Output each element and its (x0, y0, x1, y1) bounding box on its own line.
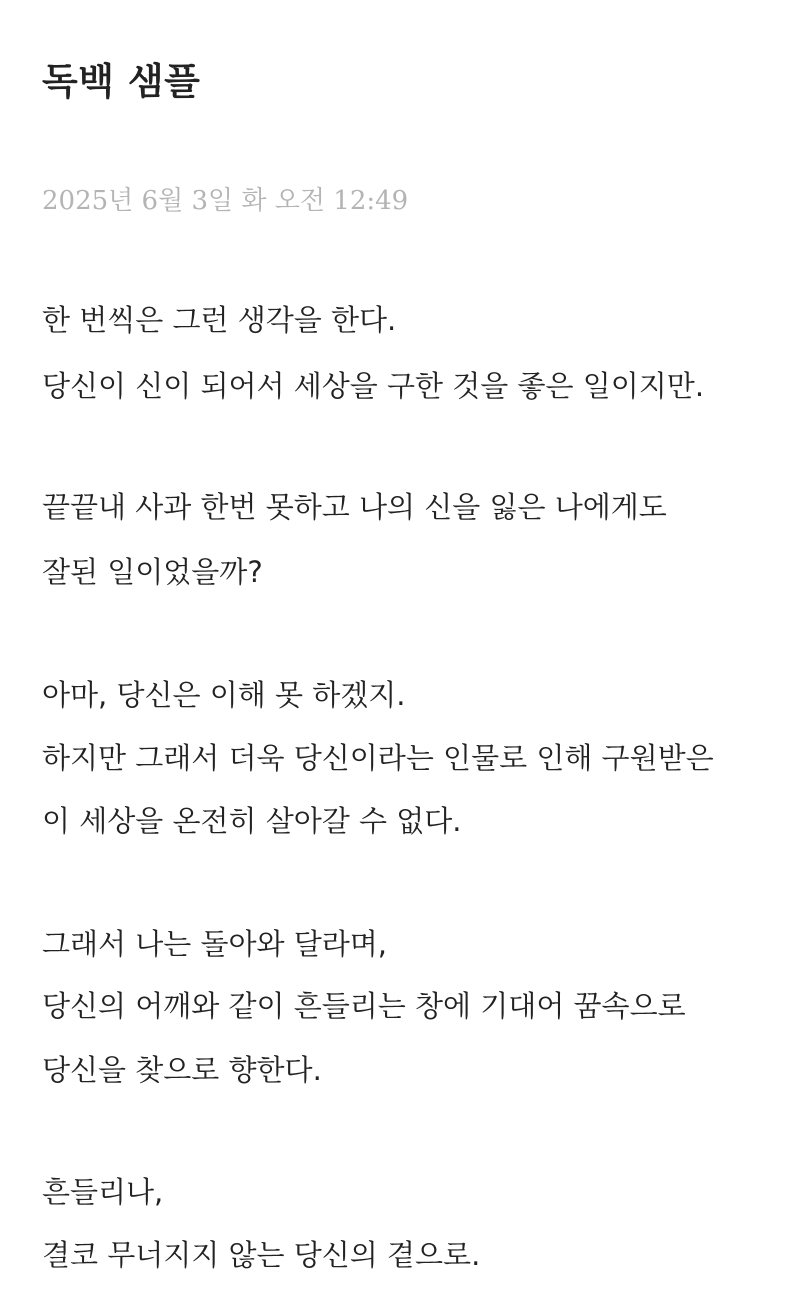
body-line: 끝끝내 사과 한번 못하고 나의 신을 잃은 나에게도 (42, 490, 667, 524)
post-timestamp: 2025년 6월 3일 화 오전 12:49 (42, 186, 409, 216)
body-line: 당신이 신이 되어서 세상을 구한 것을 좋은 일이지만. (42, 369, 705, 403)
body-line: 잘된 일이었을까? (42, 555, 263, 589)
body-line: 결코 무너지지 않는 당신의 곁으로. (42, 1238, 481, 1272)
body-line: 하지만 그래서 더욱 당신이라는 인물로 인해 구원받은 (42, 741, 714, 775)
body-line: 당신을 찾으로 향한다. (42, 1053, 322, 1087)
body-line: 한 번씩은 그런 생각을 한다. (42, 303, 397, 337)
body-line: 이 세상을 온전히 살아갈 수 없다. (42, 804, 462, 838)
body-line: 당신의 어깨와 같이 흔들리는 창에 기대어 꿈속으로 (42, 989, 686, 1023)
body-line: 흔들리나, (42, 1175, 164, 1209)
post-title: 독백 샘플 (42, 60, 201, 103)
body-line: 아마, 당신은 이해 못 하겠지. (42, 678, 406, 712)
body-line: 그래서 나는 돌아와 달라며, (42, 927, 388, 961)
